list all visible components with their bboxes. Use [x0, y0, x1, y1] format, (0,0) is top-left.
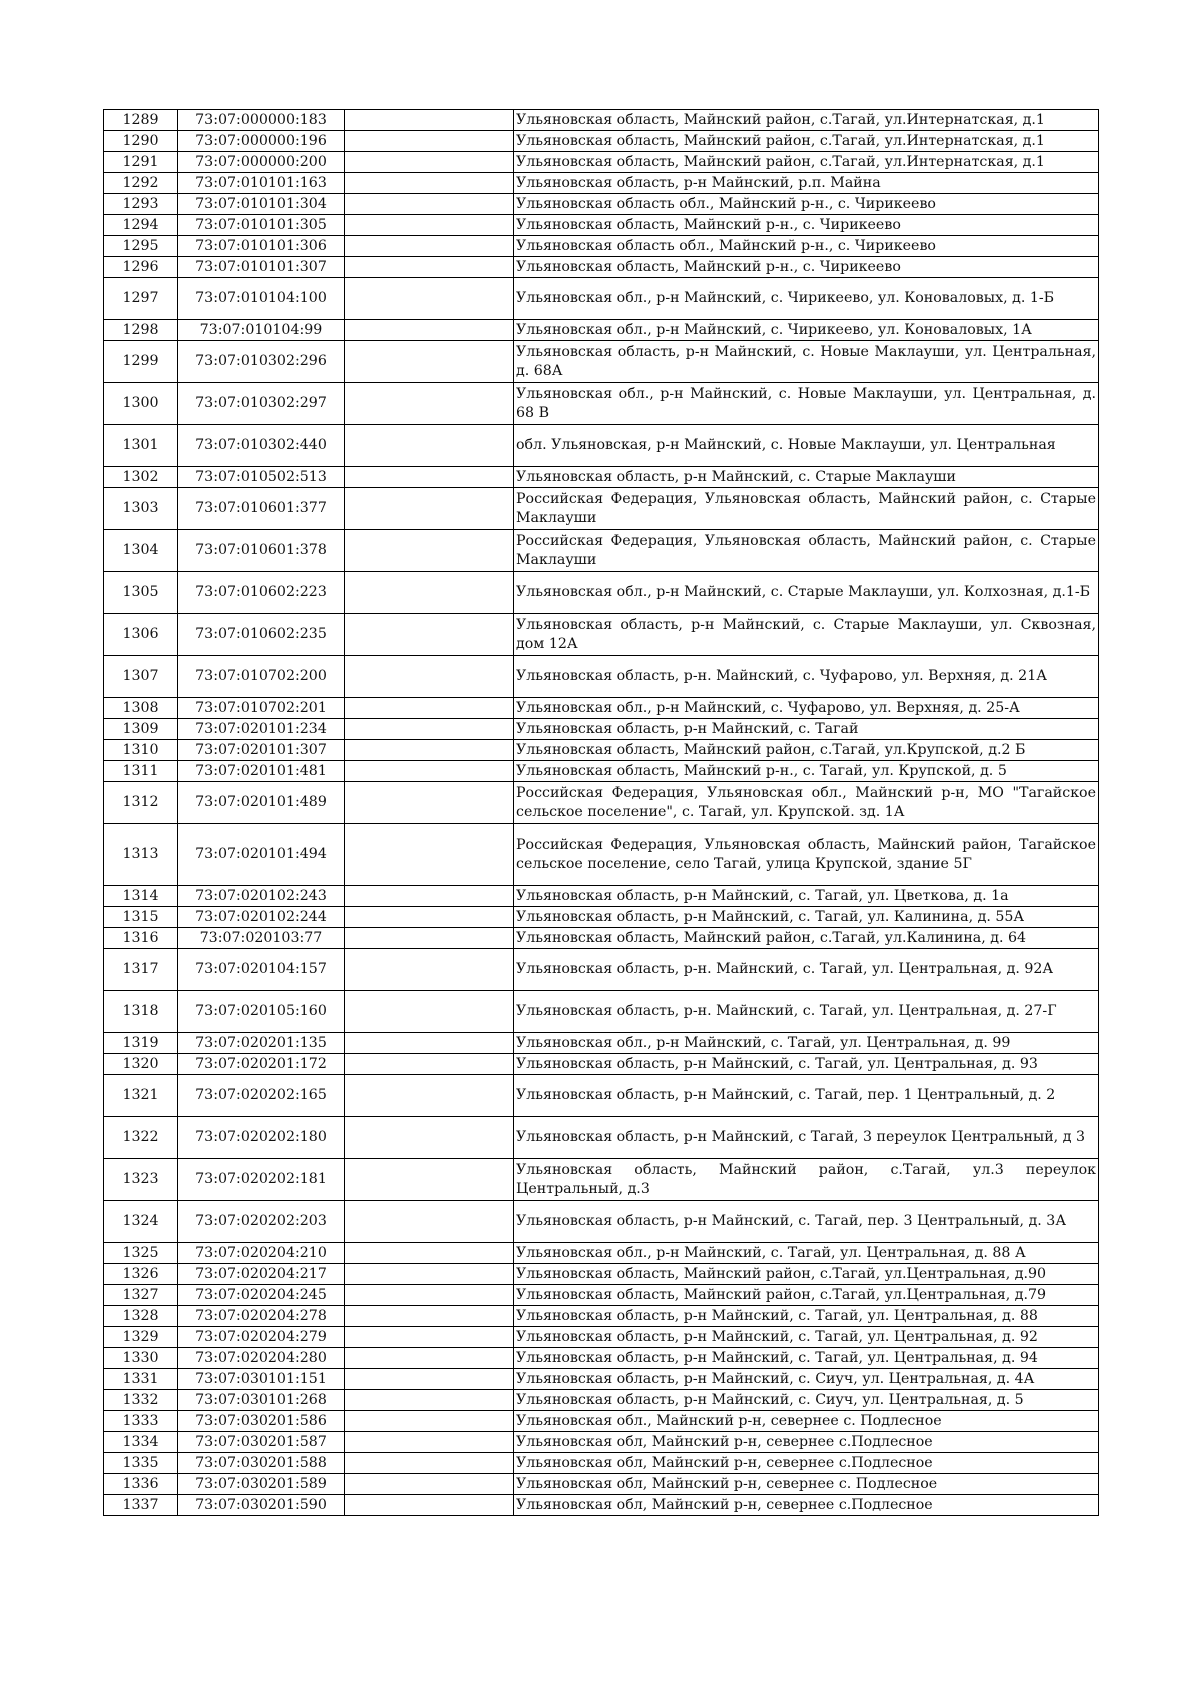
row-number-cell: 1315	[104, 907, 178, 928]
cadastral-number-cell: 73:07:010601:378	[178, 530, 345, 572]
empty-cell	[345, 194, 514, 215]
empty-cell	[345, 1033, 514, 1054]
empty-cell	[345, 152, 514, 173]
address-cell: Российская Федерация, Ульяновская область, Майнский район, с. Старые Маклауши	[514, 488, 1099, 530]
empty-cell	[345, 1159, 514, 1201]
cadastral-number-cell: 73:07:020101:307	[178, 740, 345, 761]
address-cell: Ульяновская обл, Майнский р-н, севернее с.Подлесное	[514, 1432, 1099, 1453]
table-row	[104, 173, 1099, 194]
table-row	[104, 341, 1099, 383]
cadastral-number-cell: 73:07:030201:590	[178, 1495, 345, 1516]
empty-cell	[345, 1411, 514, 1432]
cadastral-number-cell: 73:07:020204:278	[178, 1306, 345, 1327]
cadastral-number-cell: 73:07:010101:306	[178, 236, 345, 257]
row-number-cell: 1289	[104, 110, 178, 131]
empty-cell	[345, 1285, 514, 1306]
cadastral-number-cell: 73:07:010602:223	[178, 572, 345, 614]
empty-cell	[345, 1453, 514, 1474]
cadastral-number-cell: 73:07:020204:210	[178, 1243, 345, 1264]
cadastral-number-cell: 73:07:020104:157	[178, 949, 345, 991]
table-row	[104, 1348, 1099, 1369]
address-cell: Ульяновская область, Майнский р-н., с. Тагай, ул. Крупской, д. 5	[514, 761, 1099, 782]
cadastral-number-cell: 73:07:010101:163	[178, 173, 345, 194]
address-cell: Ульяновская область, р-н. Майнский, с. Чуфарово, ул. Верхняя, д. 21А	[514, 656, 1099, 698]
address-cell: Ульяновская область, р-н Майнский, с. Тагай, пер. 1 Центральный, д. 2	[514, 1075, 1099, 1117]
table-row	[104, 949, 1099, 991]
row-number-cell: 1309	[104, 719, 178, 740]
row-number-cell: 1334	[104, 1432, 178, 1453]
document-page	[103, 109, 1098, 1516]
table-row	[104, 320, 1099, 341]
table-row	[104, 425, 1099, 467]
row-number-cell: 1308	[104, 698, 178, 719]
address-cell: Ульяновская область, р-н Майнский, с. Старые Маклауши, ул. Сквозная, дом 12А	[514, 614, 1099, 656]
row-number-cell: 1331	[104, 1369, 178, 1390]
address-cell: Ульяновская область, р-н Майнский, с. Сиуч, ул. Центральная, д. 4А	[514, 1369, 1099, 1390]
address-cell: Ульяновская область, р-н. Майнский, с. Тагай, ул. Центральная, д. 27-Г	[514, 991, 1099, 1033]
empty-cell	[345, 110, 514, 131]
empty-cell	[345, 257, 514, 278]
row-number-cell: 1297	[104, 278, 178, 320]
cadastral-number-cell: 73:07:020204:217	[178, 1264, 345, 1285]
empty-cell	[345, 886, 514, 907]
table-row	[104, 1495, 1099, 1516]
cadastral-number-cell: 73:07:020101:494	[178, 824, 345, 886]
cadastral-number-cell: 73:07:030201:589	[178, 1474, 345, 1495]
row-number-cell: 1290	[104, 131, 178, 152]
table-row	[104, 530, 1099, 572]
row-number-cell: 1318	[104, 991, 178, 1033]
empty-cell	[345, 1075, 514, 1117]
cadastral-number-cell: 73:07:000000:196	[178, 131, 345, 152]
row-number-cell: 1325	[104, 1243, 178, 1264]
empty-cell	[345, 1369, 514, 1390]
row-number-cell: 1291	[104, 152, 178, 173]
table-row	[104, 824, 1099, 886]
address-cell: Ульяновская область, Майнский район, с.Тагай, ул.Центральная, д.90	[514, 1264, 1099, 1285]
cadastral-number-cell: 73:07:000000:183	[178, 110, 345, 131]
empty-cell	[345, 488, 514, 530]
table-row	[104, 236, 1099, 257]
row-number-cell: 1301	[104, 425, 178, 467]
row-number-cell: 1296	[104, 257, 178, 278]
cadastral-number-cell: 73:07:020204:279	[178, 1327, 345, 1348]
address-cell: Российская Федерация, Ульяновская область, Майнский район, с. Старые Маклауши	[514, 530, 1099, 572]
cadastral-number-cell: 73:07:010302:296	[178, 341, 345, 383]
table-row	[104, 1453, 1099, 1474]
table-row	[104, 1264, 1099, 1285]
empty-cell	[345, 719, 514, 740]
row-number-cell: 1330	[104, 1348, 178, 1369]
table-row	[104, 152, 1099, 173]
row-number-cell: 1307	[104, 656, 178, 698]
table-row	[104, 740, 1099, 761]
empty-cell	[345, 341, 514, 383]
row-number-cell: 1320	[104, 1054, 178, 1075]
row-number-cell: 1310	[104, 740, 178, 761]
empty-cell	[345, 1264, 514, 1285]
table-row	[104, 1117, 1099, 1159]
row-number-cell: 1321	[104, 1075, 178, 1117]
property-registry-table	[103, 109, 1099, 1516]
address-cell: Ульяновская область, р-н Майнский, с. Сиуч, ул. Центральная, д. 5	[514, 1390, 1099, 1411]
table-row	[104, 719, 1099, 740]
address-cell: Ульяновская обл., р-н Майнский, с. Чирикеево, ул. Коноваловых, д. 1-Б	[514, 278, 1099, 320]
cadastral-number-cell: 73:07:010302:440	[178, 425, 345, 467]
cadastral-number-cell: 73:07:010601:377	[178, 488, 345, 530]
row-number-cell: 1311	[104, 761, 178, 782]
empty-cell	[345, 928, 514, 949]
row-number-cell: 1298	[104, 320, 178, 341]
table-row	[104, 1201, 1099, 1243]
empty-cell	[345, 1243, 514, 1264]
address-cell: Ульяновская область, р-н Майнский, с. Тагай, ул. Цветкова, д. 1а	[514, 886, 1099, 907]
row-number-cell: 1333	[104, 1411, 178, 1432]
row-number-cell: 1329	[104, 1327, 178, 1348]
table-row	[104, 1243, 1099, 1264]
address-cell: Ульяновская область обл., Майнский р-н., с. Чирикеево	[514, 236, 1099, 257]
address-cell: Российская Федерация, Ульяновская обл., Майнский р-н, МО "Тагайское сельское поселение", с. Тагай, ул. Крупской. зд. 1А	[514, 782, 1099, 824]
address-cell: Ульяновская область, Майнский район, с.Тагай, ул.Интернатская, д.1	[514, 152, 1099, 173]
row-number-cell: 1316	[104, 928, 178, 949]
table-row	[104, 1474, 1099, 1495]
table-row	[104, 614, 1099, 656]
address-cell: Ульяновская обл., Майнский р-н, севернее с. Подлесное	[514, 1411, 1099, 1432]
address-cell: Ульяновская область, Майнский район, с.Тагай, ул.Крупской, д.2 Б	[514, 740, 1099, 761]
empty-cell	[345, 1054, 514, 1075]
empty-cell	[345, 572, 514, 614]
empty-cell	[345, 907, 514, 928]
cadastral-number-cell: 73:07:030201:586	[178, 1411, 345, 1432]
empty-cell	[345, 949, 514, 991]
empty-cell	[345, 740, 514, 761]
empty-cell	[345, 614, 514, 656]
table-row	[104, 257, 1099, 278]
row-number-cell: 1326	[104, 1264, 178, 1285]
empty-cell	[345, 383, 514, 425]
cadastral-number-cell: 73:07:020101:489	[178, 782, 345, 824]
row-number-cell: 1335	[104, 1453, 178, 1474]
row-number-cell: 1327	[104, 1285, 178, 1306]
table-row	[104, 907, 1099, 928]
empty-cell	[345, 320, 514, 341]
address-cell: Ульяновская область, Майнский район, с.Тагай, ул.Калинина, д. 64	[514, 928, 1099, 949]
table-row	[104, 1054, 1099, 1075]
row-number-cell: 1299	[104, 341, 178, 383]
table-row	[104, 572, 1099, 614]
cadastral-number-cell: 73:07:010702:201	[178, 698, 345, 719]
address-cell: Ульяновская обл., р-н Майнский, с. Чуфарово, ул. Верхняя, д. 25-А	[514, 698, 1099, 719]
empty-cell	[345, 991, 514, 1033]
address-cell: Ульяновская область, Майнский район, с.Тагай, ул.Интернатская, д.1	[514, 131, 1099, 152]
empty-cell	[345, 1474, 514, 1495]
cadastral-number-cell: 73:07:020202:203	[178, 1201, 345, 1243]
empty-cell	[345, 1306, 514, 1327]
cadastral-number-cell: 73:07:020204:280	[178, 1348, 345, 1369]
cadastral-number-cell: 73:07:000000:200	[178, 152, 345, 173]
address-cell: Ульяновская область, р-н Майнский, с. Тагай, пер. 3 Центральный, д. 3А	[514, 1201, 1099, 1243]
empty-cell	[345, 1348, 514, 1369]
cadastral-number-cell: 73:07:010302:297	[178, 383, 345, 425]
table-row	[104, 761, 1099, 782]
row-number-cell: 1322	[104, 1117, 178, 1159]
table-row	[104, 467, 1099, 488]
cadastral-number-cell: 73:07:010104:99	[178, 320, 345, 341]
address-cell: Ульяновская область, р-н. Майнский, с. Тагай, ул. Центральная, д. 92А	[514, 949, 1099, 991]
table-row	[104, 1369, 1099, 1390]
address-cell: обл. Ульяновская, р-н Майнский, с. Новые Маклауши, ул. Центральная	[514, 425, 1099, 467]
row-number-cell: 1328	[104, 1306, 178, 1327]
table-row	[104, 928, 1099, 949]
address-cell: Ульяновская область, р-н Майнский, с. Новые Маклауши, ул. Центральная, д. 68А	[514, 341, 1099, 383]
empty-cell	[345, 1432, 514, 1453]
address-cell: Ульяновская область, Майнский район, с.Тагай, ул.Центральная, д.79	[514, 1285, 1099, 1306]
cadastral-number-cell: 73:07:020202:180	[178, 1117, 345, 1159]
address-cell: Ульяновская обл., р-н Майнский, с. Чирикеево, ул. Коноваловых, 1А	[514, 320, 1099, 341]
table-row	[104, 656, 1099, 698]
row-number-cell: 1304	[104, 530, 178, 572]
row-number-cell: 1337	[104, 1495, 178, 1516]
address-cell: Российская Федерация, Ульяновская область, Майнский район, Тагайское сельское поселение, село Тагай, улица Крупской, здание 5Г	[514, 824, 1099, 886]
empty-cell	[345, 1390, 514, 1411]
address-cell: Ульяновская область, р-н Майнский, с. Тагай	[514, 719, 1099, 740]
cadastral-number-cell: 73:07:020101:481	[178, 761, 345, 782]
empty-cell	[345, 782, 514, 824]
address-cell: Ульяновская обл., р-н Майнский, с. Новые Маклауши, ул. Центральная, д. 68 В	[514, 383, 1099, 425]
cadastral-number-cell: 73:07:020102:243	[178, 886, 345, 907]
cadastral-number-cell: 73:07:010702:200	[178, 656, 345, 698]
table-row	[104, 1390, 1099, 1411]
empty-cell	[345, 467, 514, 488]
table-row	[104, 698, 1099, 719]
empty-cell	[345, 1495, 514, 1516]
empty-cell	[345, 236, 514, 257]
address-cell: Ульяновская область, р-н Майнский, с. Тагай, ул. Центральная, д. 88	[514, 1306, 1099, 1327]
row-number-cell: 1293	[104, 194, 178, 215]
cadastral-number-cell: 73:07:020201:135	[178, 1033, 345, 1054]
row-number-cell: 1324	[104, 1201, 178, 1243]
empty-cell	[345, 1117, 514, 1159]
empty-cell	[345, 1327, 514, 1348]
table-body	[104, 110, 1099, 1516]
row-number-cell: 1295	[104, 236, 178, 257]
cadastral-number-cell: 73:07:010101:305	[178, 215, 345, 236]
cadastral-number-cell: 73:07:030201:587	[178, 1432, 345, 1453]
cadastral-number-cell: 73:07:020201:172	[178, 1054, 345, 1075]
table-row	[104, 886, 1099, 907]
table-row	[104, 131, 1099, 152]
empty-cell	[345, 824, 514, 886]
row-number-cell: 1302	[104, 467, 178, 488]
empty-cell	[345, 131, 514, 152]
row-number-cell: 1313	[104, 824, 178, 886]
row-number-cell: 1303	[104, 488, 178, 530]
cadastral-number-cell: 73:07:020202:165	[178, 1075, 345, 1117]
row-number-cell: 1336	[104, 1474, 178, 1495]
table-row	[104, 1327, 1099, 1348]
row-number-cell: 1306	[104, 614, 178, 656]
row-number-cell: 1317	[104, 949, 178, 991]
address-cell: Ульяновская область обл., Майнский р-н., с. Чирикеево	[514, 194, 1099, 215]
address-cell: Ульяновская область, р-н Майнский, с. Тагай, ул. Центральная, д. 92	[514, 1327, 1099, 1348]
cadastral-number-cell: 73:07:030201:588	[178, 1453, 345, 1474]
row-number-cell: 1323	[104, 1159, 178, 1201]
address-cell: Ульяновская область, Майнский район, с.Тагай, ул.Интернатская, д.1	[514, 110, 1099, 131]
table-row	[104, 278, 1099, 320]
cadastral-number-cell: 73:07:010101:307	[178, 257, 345, 278]
table-row	[104, 110, 1099, 131]
table-row	[104, 1285, 1099, 1306]
address-cell: Ульяновская область, р-н Майнский, с. Старые Маклауши	[514, 467, 1099, 488]
table-row	[104, 1411, 1099, 1432]
address-cell: Ульяновская область, р-н Майнский, р.п. Майна	[514, 173, 1099, 194]
table-row	[104, 1432, 1099, 1453]
empty-cell	[345, 530, 514, 572]
row-number-cell: 1314	[104, 886, 178, 907]
table-row	[104, 215, 1099, 236]
table-row	[104, 782, 1099, 824]
empty-cell	[345, 173, 514, 194]
address-cell: Ульяновская обл, Майнский р-н, севернее с.Подлесное	[514, 1495, 1099, 1516]
cadastral-number-cell: 73:07:020202:181	[178, 1159, 345, 1201]
empty-cell	[345, 278, 514, 320]
row-number-cell: 1332	[104, 1390, 178, 1411]
address-cell: Ульяновская область, р-н Майнский, с. Тагай, ул. Центральная, д. 93	[514, 1054, 1099, 1075]
address-cell: Ульяновская область, Майнский р-н., с. Чирикеево	[514, 257, 1099, 278]
address-cell: Ульяновская обл, Майнский р-н, севернее с. Подлесное	[514, 1474, 1099, 1495]
empty-cell	[345, 425, 514, 467]
table-row	[104, 991, 1099, 1033]
table-row	[104, 1033, 1099, 1054]
table-row	[104, 1159, 1099, 1201]
cadastral-number-cell: 73:07:020101:234	[178, 719, 345, 740]
empty-cell	[345, 215, 514, 236]
address-cell: Ульяновская обл., р-н Майнский, с. Тагай, ул. Центральная, д. 88 А	[514, 1243, 1099, 1264]
address-cell: Ульяновская область, р-н Майнский, с Тагай, 3 переулок Центральный, д 3	[514, 1117, 1099, 1159]
row-number-cell: 1292	[104, 173, 178, 194]
address-cell: Ульяновская обл., р-н Майнский, с. Старые Маклауши, ул. Колхозная, д.1-Б	[514, 572, 1099, 614]
row-number-cell: 1294	[104, 215, 178, 236]
cadastral-number-cell: 73:07:020105:160	[178, 991, 345, 1033]
address-cell: Ульяновская область, р-н Майнский, с. Тагай, ул. Калинина, д. 55А	[514, 907, 1099, 928]
address-cell: Ульяновская обл, Майнский р-н, севернее с.Подлесное	[514, 1453, 1099, 1474]
cadastral-number-cell: 73:07:010101:304	[178, 194, 345, 215]
cadastral-number-cell: 73:07:020102:244	[178, 907, 345, 928]
address-cell: Ульяновская область, Майнский р-н., с. Чирикеево	[514, 215, 1099, 236]
row-number-cell: 1300	[104, 383, 178, 425]
cadastral-number-cell: 73:07:010104:100	[178, 278, 345, 320]
address-cell: Ульяновская обл., р-н Майнский, с. Тагай, ул. Центральная, д. 99	[514, 1033, 1099, 1054]
table-row	[104, 194, 1099, 215]
cadastral-number-cell: 73:07:030101:268	[178, 1390, 345, 1411]
row-number-cell: 1319	[104, 1033, 178, 1054]
table-row	[104, 1306, 1099, 1327]
cadastral-number-cell: 73:07:020103:77	[178, 928, 345, 949]
empty-cell	[345, 761, 514, 782]
row-number-cell: 1312	[104, 782, 178, 824]
address-cell: Ульяновская область, р-н Майнский, с. Тагай, ул. Центральная, д. 94	[514, 1348, 1099, 1369]
cadastral-number-cell: 73:07:010502:513	[178, 467, 345, 488]
empty-cell	[345, 656, 514, 698]
table-row	[104, 383, 1099, 425]
cadastral-number-cell: 73:07:010602:235	[178, 614, 345, 656]
cadastral-number-cell: 73:07:030101:151	[178, 1369, 345, 1390]
cadastral-number-cell: 73:07:020204:245	[178, 1285, 345, 1306]
table-row	[104, 488, 1099, 530]
row-number-cell: 1305	[104, 572, 178, 614]
empty-cell	[345, 698, 514, 719]
address-cell: Ульяновская область, Майнский район, с.Тагай, ул.3 переулок Центральный, д.3	[514, 1159, 1099, 1201]
empty-cell	[345, 1201, 514, 1243]
table-row	[104, 1075, 1099, 1117]
